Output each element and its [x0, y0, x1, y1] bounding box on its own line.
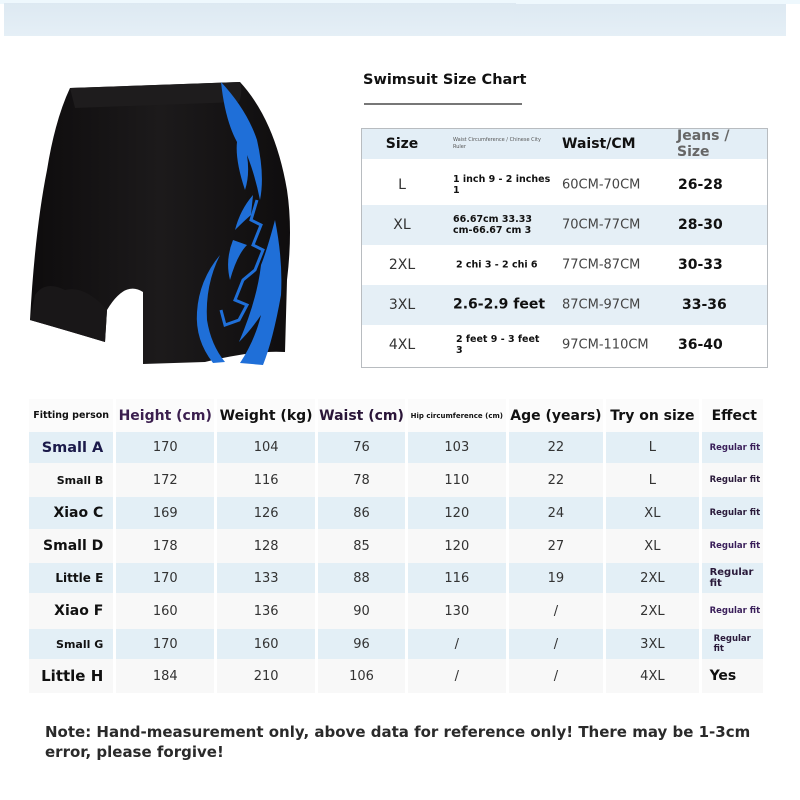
size-chart-header — [362, 129, 767, 159]
waist-cell: 70CM-77CM — [562, 217, 641, 233]
effect-cell: Yes — [702, 659, 763, 693]
ruler-cell: 2 chi 3 - 2 chi 6 — [456, 259, 538, 271]
swim-trunks-icon — [25, 80, 315, 380]
person-cell: Little H — [29, 659, 113, 693]
try-cell: 2XL — [606, 593, 698, 629]
fitting-table — [26, 399, 766, 693]
effect-cell: Regular fit — [702, 432, 763, 463]
try-cell: L — [606, 432, 698, 463]
hip-cell: 110 — [408, 463, 506, 497]
jeans-cell: 33-36 — [682, 297, 727, 313]
age-cell: 22 — [509, 432, 604, 463]
effect-cell: Regular fit — [702, 529, 763, 563]
weight-cell: 136 — [217, 593, 315, 629]
try-cell: XL — [606, 497, 698, 529]
header-jeans: Jeans / Size — [677, 128, 730, 160]
size-cell: 3XL — [388, 297, 416, 313]
hip-cell: 120 — [408, 529, 506, 563]
size-row — [362, 285, 767, 325]
weight-cell: 126 — [217, 497, 315, 529]
header-size: Size — [385, 136, 419, 152]
age-cell: / — [509, 593, 604, 629]
top-banner — [4, 3, 516, 36]
weight-cell: 160 — [217, 629, 315, 659]
title-underline — [364, 103, 522, 105]
header-height: Height (cm) — [116, 399, 214, 432]
try-cell: XL — [606, 529, 698, 563]
size-row — [362, 245, 767, 285]
size-cell: 2XL — [388, 257, 416, 273]
table-row — [29, 563, 763, 593]
hip-cell: / — [408, 659, 506, 693]
effect-cell: Regular fit — [702, 563, 763, 593]
person-cell: Small B — [29, 463, 113, 497]
size-cell: XL — [393, 217, 411, 233]
effect-cell: Regular fit — [702, 593, 763, 629]
table-row — [29, 529, 763, 563]
header-hip: Hip circumference (cm) — [408, 399, 506, 432]
waist-cell: 77CM-87CM — [562, 257, 641, 273]
size-row — [362, 165, 767, 205]
measurement-note: Note: Hand-measurement only, above data for reference only! There may be 1-3cm error, please forgive! — [45, 723, 751, 761]
person-cell: Small A — [29, 432, 113, 463]
size-chart-table — [361, 128, 768, 368]
height-cell: 160 — [116, 593, 214, 629]
table-row — [29, 659, 763, 693]
size-cell: 4XL — [388, 337, 416, 353]
header-ruler: Waist Circumference / Chinese City Ruler — [453, 137, 541, 150]
weight-cell: 133 — [217, 563, 315, 593]
hip-cell: / — [408, 629, 506, 659]
jeans-cell: 26-28 — [678, 177, 723, 193]
header-age: Age (years) — [509, 399, 604, 432]
person-cell: Xiao F — [29, 593, 113, 629]
ruler-cell: 1 inch 9 - 2 inches 1 — [453, 174, 551, 196]
waist-cell: 76 — [318, 432, 405, 463]
age-cell: 19 — [509, 563, 604, 593]
jeans-cell: 28-30 — [678, 217, 723, 233]
ruler-cell: 2 feet 9 - 3 feet 3 — [456, 334, 540, 356]
effect-cell: Regular fit — [702, 463, 763, 497]
height-cell: 170 — [116, 432, 214, 463]
product-image — [25, 80, 315, 380]
age-cell: 27 — [509, 529, 604, 563]
top-banner-right — [514, 4, 786, 36]
try-cell: 3XL — [606, 629, 698, 659]
ruler-cell: 66.67cm 33.33 cm-66.67 cm 3 — [453, 214, 532, 236]
header-weight: Weight (kg) — [217, 399, 315, 432]
person-cell: Small G — [29, 629, 113, 659]
height-cell: 170 — [116, 629, 214, 659]
try-cell: 4XL — [606, 659, 698, 693]
weight-cell: 116 — [217, 463, 315, 497]
person-cell: Xiao C — [29, 497, 113, 529]
waist-cell: 97CM-110CM — [562, 337, 649, 353]
header-try-on-size: Try on size — [606, 399, 698, 432]
age-cell: 24 — [509, 497, 604, 529]
size-row — [362, 325, 767, 365]
waist-cell: 85 — [318, 529, 405, 563]
waist-cell: 86 — [318, 497, 405, 529]
size-cell: L — [398, 177, 406, 193]
hip-cell: 120 — [408, 497, 506, 529]
age-cell: / — [509, 659, 604, 693]
height-cell: 169 — [116, 497, 214, 529]
waist-cell: 96 — [318, 629, 405, 659]
height-cell: 178 — [116, 529, 214, 563]
hip-cell: 103 — [408, 432, 506, 463]
table-row — [29, 629, 763, 659]
weight-cell: 104 — [217, 432, 315, 463]
header-effect: Effect — [702, 399, 763, 432]
table-row — [29, 463, 763, 497]
waist-cell: 78 — [318, 463, 405, 497]
height-cell: 170 — [116, 563, 214, 593]
try-cell: L — [606, 463, 698, 497]
person-cell: Little E — [29, 563, 113, 593]
size-row — [362, 205, 767, 245]
height-cell: 184 — [116, 659, 214, 693]
try-cell: 2XL — [606, 563, 698, 593]
jeans-cell: 30-33 — [678, 257, 723, 273]
waist-cell: 106 — [318, 659, 405, 693]
weight-cell: 210 — [217, 659, 315, 693]
effect-cell: Regular fit — [702, 497, 763, 529]
age-cell: / — [509, 629, 604, 659]
header-waist: Waist/CM — [562, 136, 636, 152]
ruler-cell: 2.6-2.9 feet — [453, 296, 546, 313]
size-chart-title: Swimsuit Size Chart — [363, 72, 527, 88]
table-row — [29, 497, 763, 529]
effect-cell: Regular fit — [702, 629, 763, 659]
header-waist: Waist (cm) — [318, 399, 405, 432]
hip-cell: 130 — [408, 593, 506, 629]
hip-cell: 116 — [408, 563, 506, 593]
weight-cell: 128 — [217, 529, 315, 563]
fitting-header-row — [29, 399, 763, 432]
table-row — [29, 593, 763, 629]
waist-cell: 60CM-70CM — [562, 177, 641, 193]
table-row — [29, 432, 763, 463]
person-cell: Small D — [29, 529, 113, 563]
age-cell: 22 — [509, 463, 604, 497]
header-fitting-person: Fitting person — [29, 399, 113, 432]
height-cell: 172 — [116, 463, 214, 497]
jeans-cell: 36-40 — [678, 337, 723, 353]
waist-cell: 90 — [318, 593, 405, 629]
waist-cell: 87CM-97CM — [562, 297, 641, 313]
waist-cell: 88 — [318, 563, 405, 593]
